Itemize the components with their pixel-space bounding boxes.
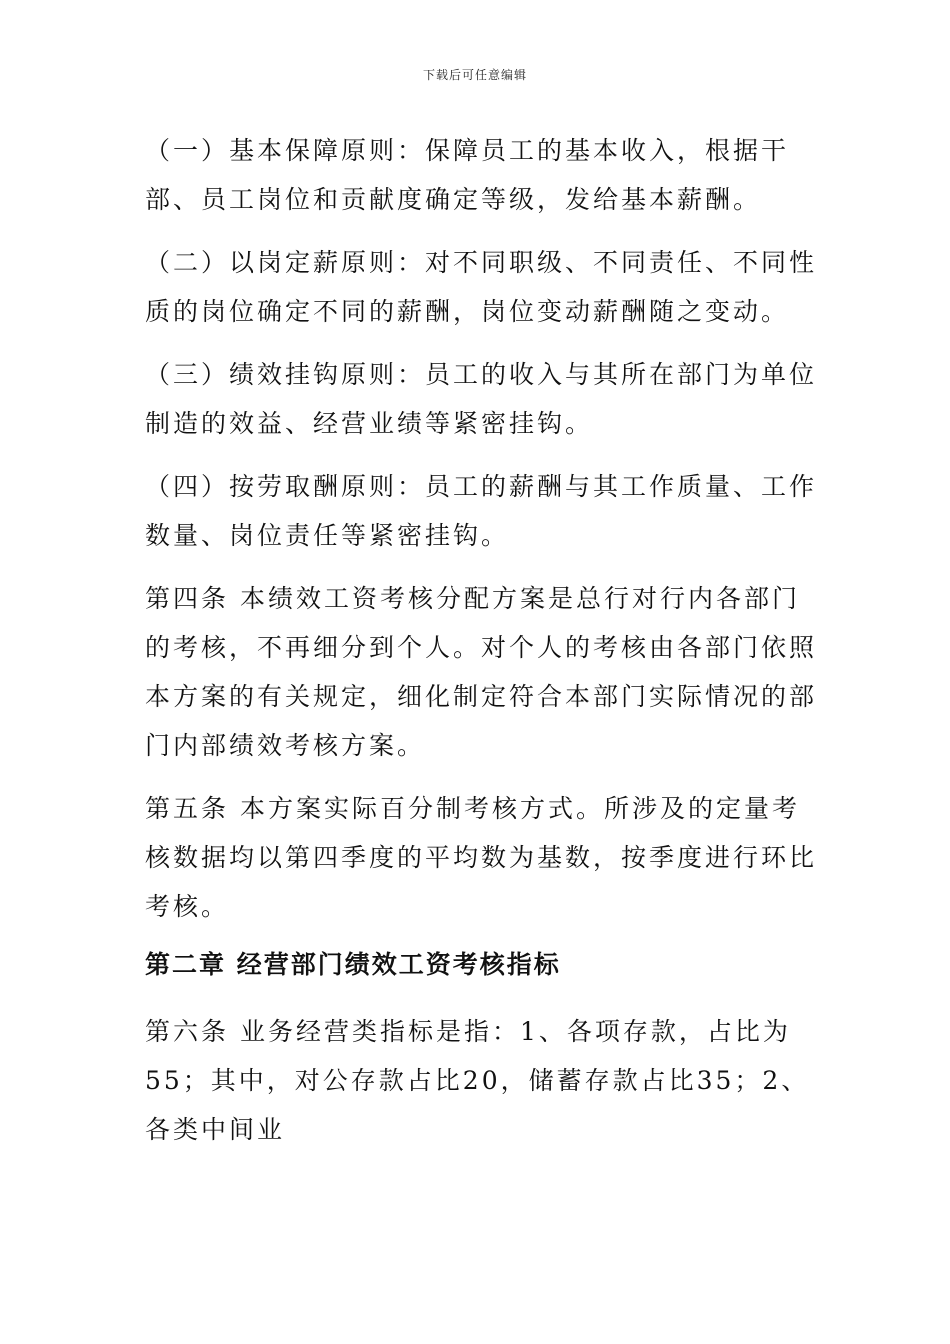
paragraph-article-4: 第四条 本绩效工资考核分配方案是总行对行内各部门的考核，不再细分到个人。对个人的考核由各部门依照本方案的有关规定，细化制定符合本部门实际情况的部门内部绩效考核方案。 bbox=[145, 584, 818, 760]
paragraph-article-5: 第五条 本方案实际百分制考核方式。所涉及的定量考核数据均以第四季度的平均数为基数，按季度进行环比考核。 bbox=[145, 794, 818, 921]
paragraph-basic-guarantee: （一）基本保障原则：保障员工的基本收入，根据干部、员工岗位和贡献度确定等级，发给基本薪酬。 bbox=[145, 136, 790, 214]
paragraph-pay-by-work: （四）按劳取酬原则：员工的薪酬与其工作质量、工作数量、岗位责任等紧密挂钩。 bbox=[145, 472, 818, 550]
paragraph-salary-by-post: （二）以岗定薪原则：对不同职级、不同责任、不同性质的岗位确定不同的薪酬，岗位变动薪酬随之变动。 bbox=[145, 248, 818, 326]
document-body bbox=[145, 126, 825, 1168]
paragraph-article-6: 第六条 业务经营类指标是指：1、各项存款，占比为55；其中，对公存款占比20，储蓄存款占比35；2、各类中间业 bbox=[145, 1017, 810, 1144]
chapter-heading: 第二章 经营部门绩效工资考核指标 bbox=[145, 950, 561, 979]
paragraph-performance-link: （三）绩效挂钩原则：员工的收入与其所在部门为单位制造的效益、经营业绩等紧密挂钩。 bbox=[145, 360, 818, 438]
header-note: 下载后可任意编辑 bbox=[422, 68, 527, 82]
